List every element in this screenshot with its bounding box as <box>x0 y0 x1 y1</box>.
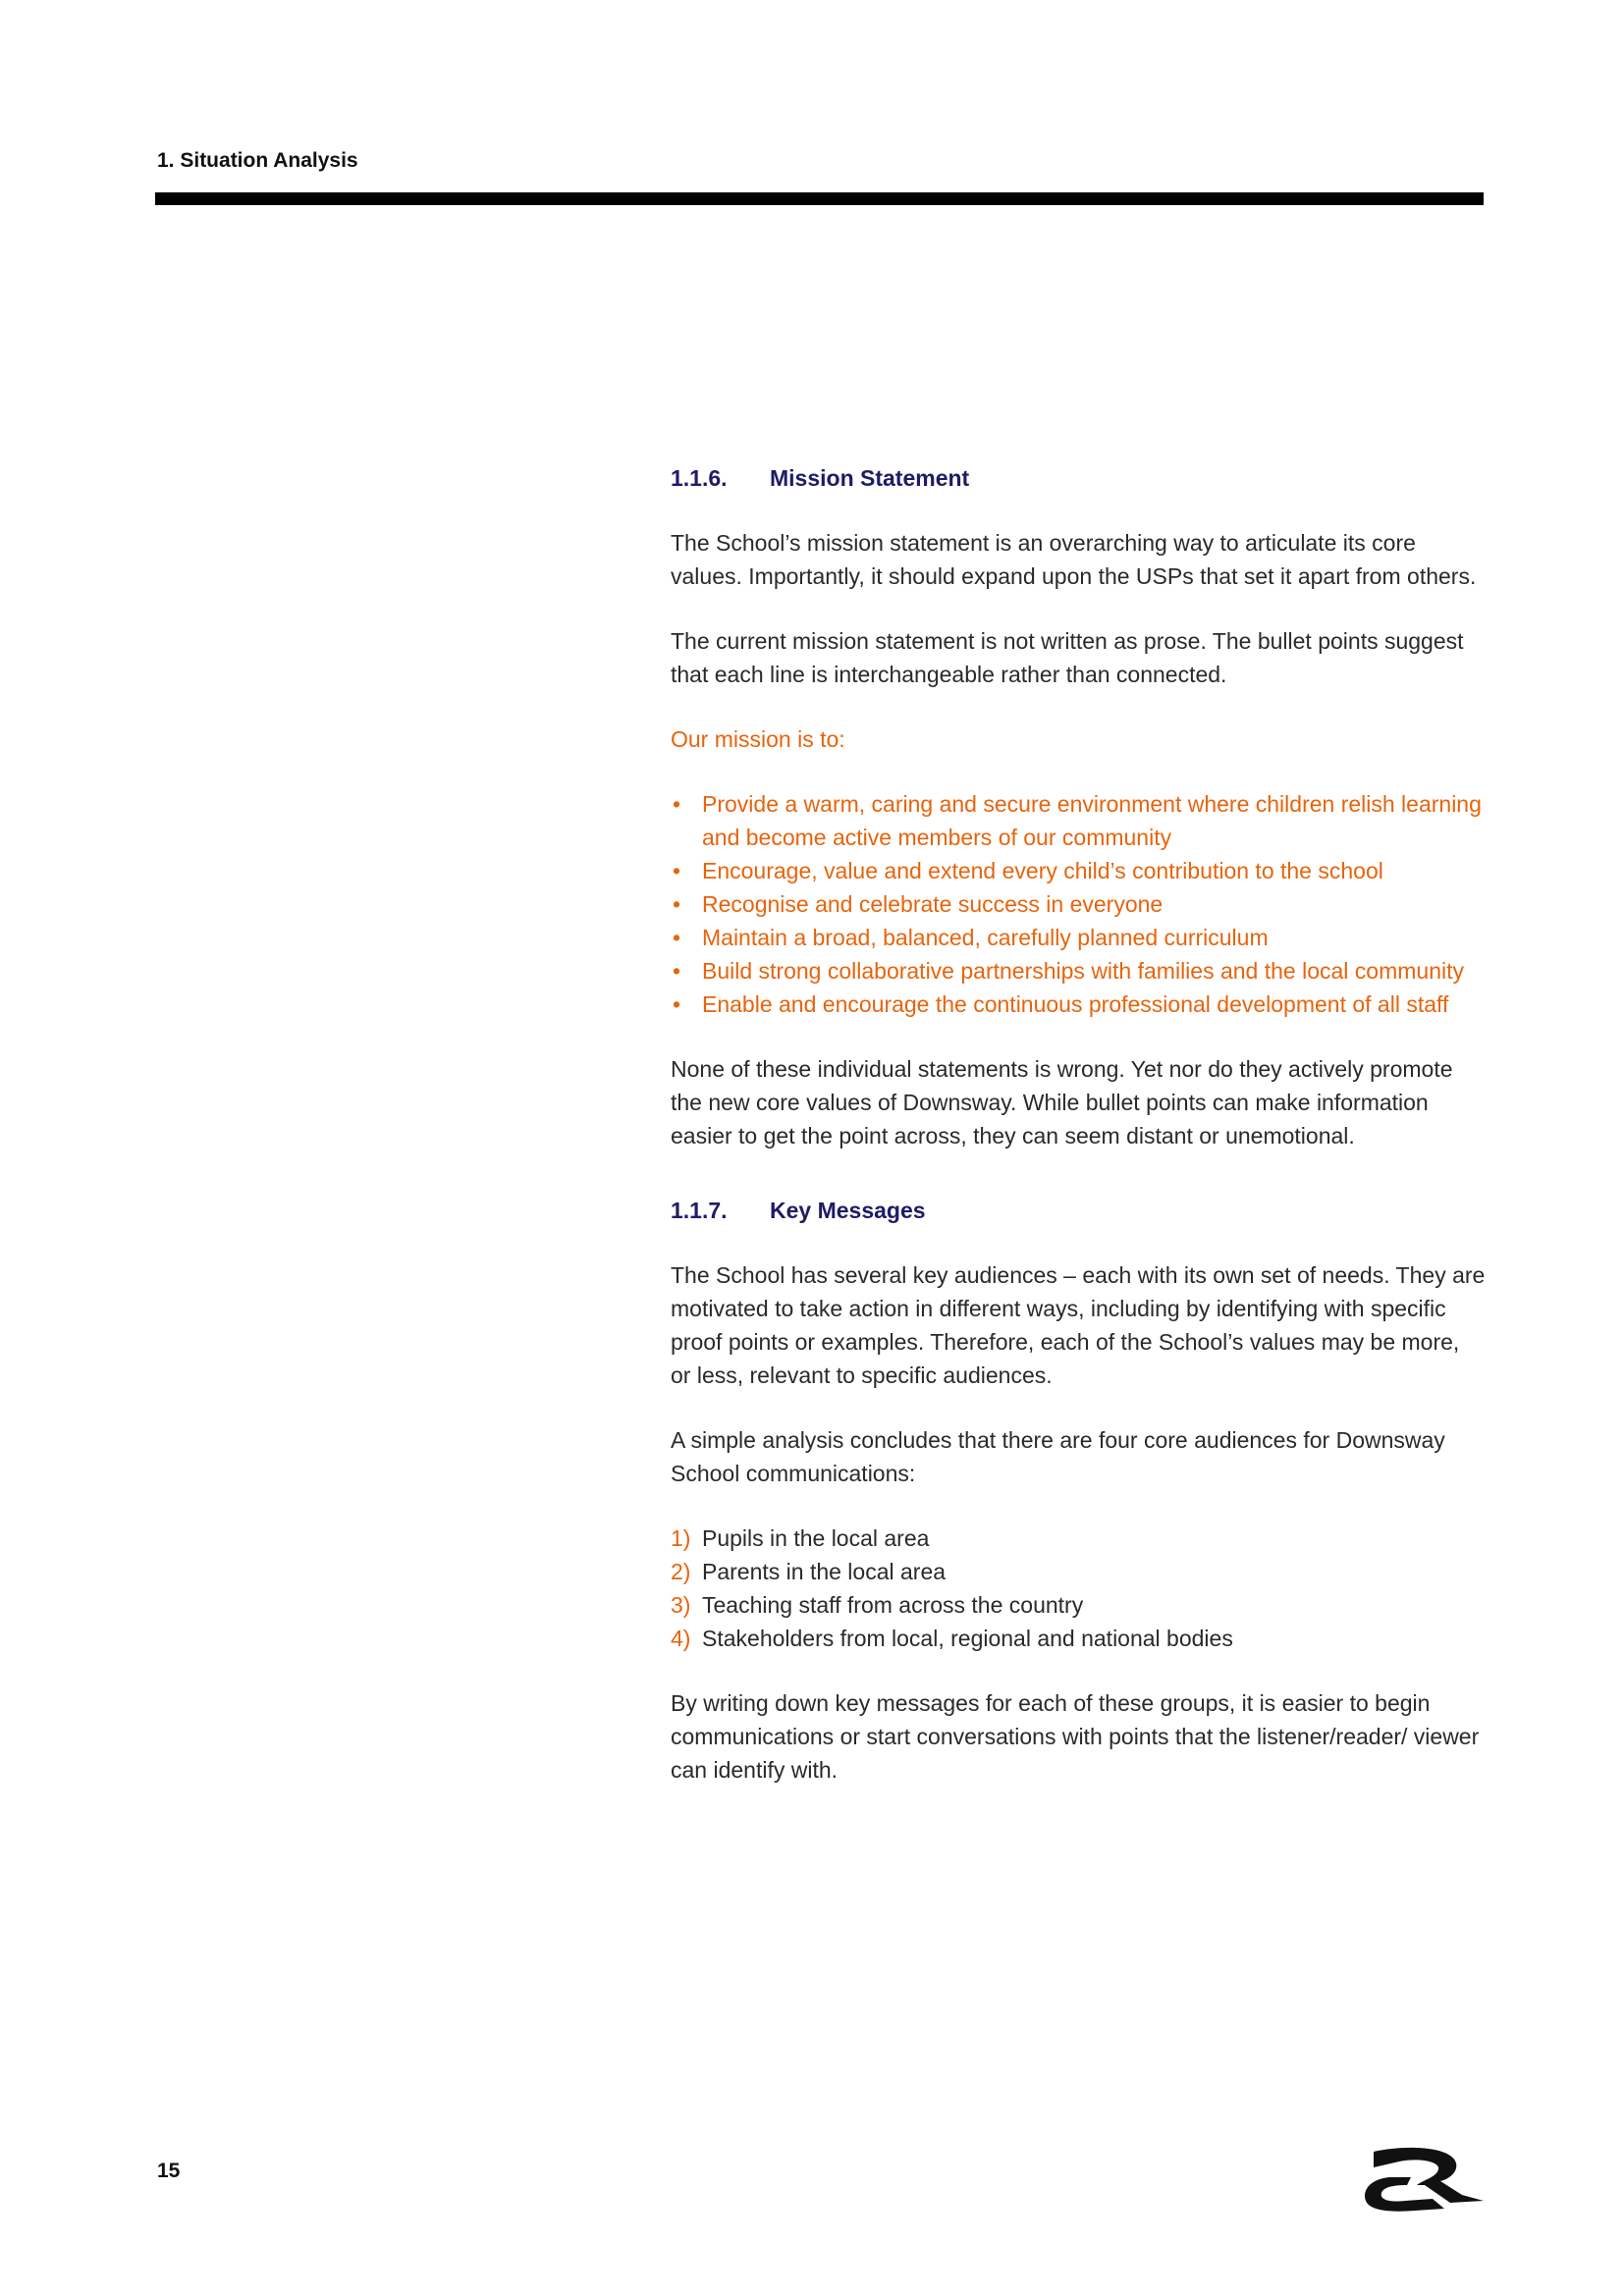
bullet-icon: • <box>673 991 681 1017</box>
list-item-text: Provide a warm, caring and secure environment where children relish learning and become active members of our community <box>702 791 1482 850</box>
list-marker: 3) <box>671 1592 691 1618</box>
list-item <box>671 887 1486 921</box>
list-item <box>671 1588 1486 1622</box>
page-number: 15 <box>157 2160 181 2182</box>
spacer <box>671 756 1486 787</box>
list-item-text: Teaching staff from across the country <box>702 1592 1084 1618</box>
paragraph: The School has several key audiences – each with its own set of needs. They are motivated to take action in different ways, including by identifying with specific proof points or examples. Therefore, each of the School’s values may be more, or less, relevant to specific audiences. <box>671 1262 1486 1388</box>
list-item <box>671 787 1486 854</box>
section-heading-key-messages <box>671 1194 1486 1227</box>
paragraph: The School’s mission statement is an overarching way to articulate its core values. Importantly, it should expand upon the USPs that set it apart from others. <box>671 530 1477 589</box>
list-item <box>671 1522 1486 1555</box>
mission-list-intro: Our mission is to: <box>671 726 845 752</box>
spacer <box>671 691 1486 722</box>
paragraph: None of these individual statements is wrong. Yet nor do they actively promote the new core values of Downsway. While bullet points can make information easier to get the point across, they can seem distant or unemotional. <box>671 1056 1453 1148</box>
list-item-text: Build strong collaborative partnerships with families and the local community <box>702 958 1464 984</box>
main-content <box>671 461 1486 1787</box>
spacer <box>671 1392 1486 1423</box>
list-item <box>671 854 1486 887</box>
list-item-text: Pupils in the local area <box>702 1525 930 1551</box>
list-item-text: Enable and encourage the continuous professional development of all staff <box>702 991 1449 1017</box>
bullet-icon: • <box>673 925 681 950</box>
mission-bullet-list <box>671 787 1486 1021</box>
list-item-text: Encourage, value and extend every child’s contribution to the school <box>702 858 1383 883</box>
paragraph: A simple analysis concludes that there are four core audiences for Downsway School communications: <box>671 1427 1445 1486</box>
list-marker: 4) <box>671 1626 691 1651</box>
section-title: Mission Statement <box>770 465 970 491</box>
spacer <box>671 1655 1486 1686</box>
bullet-icon: • <box>673 958 681 984</box>
spacer <box>671 593 1486 624</box>
list-item <box>671 988 1486 1021</box>
list-item <box>671 921 1486 954</box>
spacer <box>671 1021 1486 1052</box>
list-item-text: Stakeholders from local, regional and national bodies <box>702 1626 1233 1651</box>
spacer <box>671 1490 1486 1522</box>
bullet-icon: • <box>673 791 681 817</box>
spacer <box>671 1227 1486 1258</box>
spacer <box>671 495 1486 526</box>
list-item-text: Recognise and celebrate success in everyone <box>702 891 1164 917</box>
list-item <box>671 1555 1486 1588</box>
list-marker: 2) <box>671 1559 691 1584</box>
logo-swoosh-top <box>1374 2148 1484 2203</box>
list-item <box>671 1622 1486 1655</box>
list-item-text: Maintain a broad, balanced, carefully planned curriculum <box>702 925 1269 950</box>
running-header-title: 1. Situation Analysis <box>157 149 358 172</box>
section-heading-mission <box>671 461 1486 495</box>
section-number: 1.1.7. <box>671 1198 728 1223</box>
list-item <box>671 954 1486 988</box>
header-rule <box>155 192 1484 205</box>
bullet-icon: • <box>673 858 681 883</box>
spacer <box>671 1152 1486 1194</box>
list-marker: 1) <box>671 1525 691 1551</box>
list-item-text: Parents in the local area <box>702 1559 947 1584</box>
section-number: 1.1.6. <box>671 465 728 491</box>
brand-logo-icon <box>1360 2144 1486 2215</box>
section-title: Key Messages <box>770 1198 926 1223</box>
audience-list <box>671 1522 1486 1655</box>
bullet-icon: • <box>673 891 681 917</box>
paragraph: By writing down key messages for each of these groups, it is easier to begin communications or start conversations with points that the listener/reader/ viewer can identify with. <box>671 1690 1480 1783</box>
paragraph: The current mission statement is not written as prose. The bullet points suggest that each line is interchangeable rather than connected. <box>671 628 1464 687</box>
